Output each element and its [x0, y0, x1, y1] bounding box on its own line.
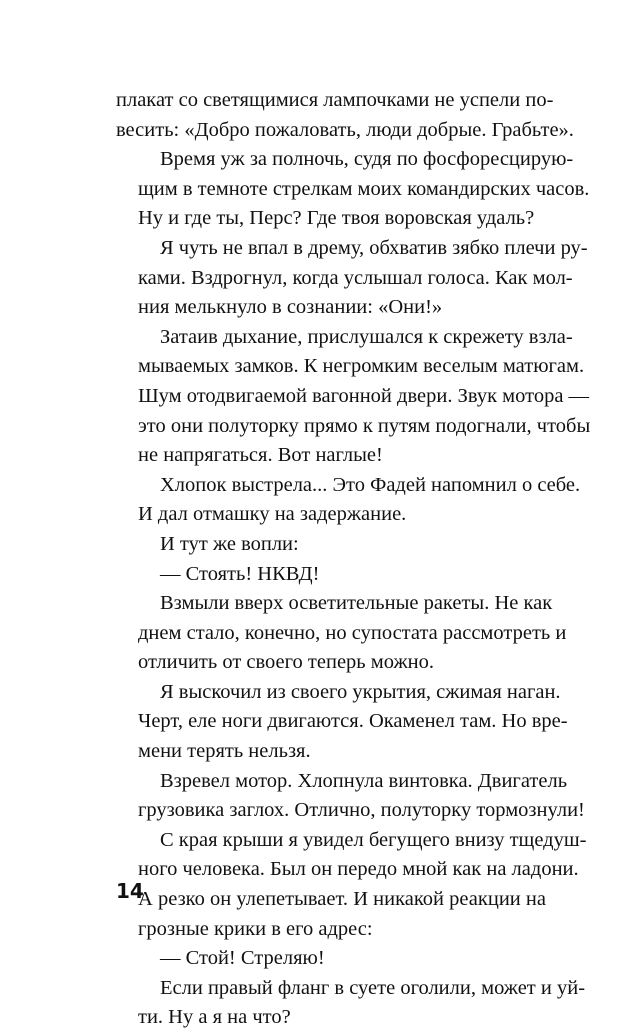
text-line: Я выскочил из своего укрытия, сжимая наган.	[160, 680, 561, 703]
paragraph	[116, 471, 581, 530]
paragraph	[116, 145, 590, 234]
text-line: С края крыши я увидел бегущего внизу тщедуш-	[160, 828, 587, 851]
text-line: И дал отмашку на задержание.	[138, 503, 407, 526]
text-line: — Стоять! НКВД!	[160, 562, 320, 585]
text-line: щим в темноте стрелкам моих командирских часов.	[138, 177, 590, 200]
text-line: — Стой! Стреляю!	[160, 947, 325, 970]
text-line: Ну и где ты, Перс? Где твоя воровская удаль?	[138, 207, 535, 230]
text-line: плакат со светящимися лампочками не успели по-	[116, 89, 554, 111]
text-line: не напрягаться. Вот наглые!	[138, 444, 383, 467]
text-line: ками. Вздрогнул, когда услышал голоса. Как мол-	[138, 266, 573, 289]
text-line: Время уж за полночь, судя по фосфоресцирую-	[160, 148, 574, 171]
paragraph	[116, 234, 588, 323]
paragraph	[116, 944, 546, 974]
paragraph	[116, 974, 586, 1033]
text-line: И тут же вопли:	[160, 532, 299, 555]
text-line: Я чуть не впал в дрему, обхватив зябко плечи ру-	[160, 236, 588, 259]
text-line: ного человека. Был он передо мной как на ладони.	[138, 858, 579, 881]
paragraph	[116, 678, 568, 767]
text-line: грозные крики в его адрес:	[138, 917, 373, 940]
paragraph	[116, 589, 567, 678]
paragraph	[116, 826, 587, 944]
text-line: Взмыли вверх осветительные ракеты. Не как	[160, 592, 553, 615]
text-line: Затаив дыхание, прислушался к скрежету взла-	[160, 325, 573, 348]
text-line: ния мелькнуло в сознании: «Они!»	[138, 296, 443, 319]
text-line: А резко он улепетывает. И никакой реакции на	[138, 888, 546, 911]
text-line: Хлопок выстрела... Это Фадей напомнил о себе.	[160, 473, 581, 496]
body-text	[116, 86, 591, 1033]
text-line: Взревел мотор. Хлопнула винтовка. Двигатель	[160, 769, 568, 792]
text-line: отличить от своего теперь можно.	[138, 651, 434, 674]
text-line: мываемых замков. К негромким веселым матюгам.	[138, 355, 585, 378]
text-line: мени терять нельзя.	[138, 740, 311, 763]
text-line: Черт, еле ноги двигаются. Окаменел там. Но вре-	[138, 710, 568, 733]
paragraph	[116, 767, 585, 826]
text-line: ти. Ну а я на что?	[138, 1006, 291, 1029]
text-line: грузовика заглох. Отлично, полуторку тормознули!	[138, 799, 585, 822]
text-line: Шум отодвигаемой вагонной двери. Звук мотора —	[138, 384, 590, 407]
page-number: 14	[116, 879, 144, 903]
paragraph	[116, 560, 546, 590]
text-line: Если правый фланг в суете оголили, может и уй-	[160, 976, 586, 999]
text-line: днем стало, конечно, но супостата рассмотреть и	[138, 621, 567, 644]
text-line: это они полуторку прямо к путям подогнали, чтобы	[138, 414, 591, 437]
paragraph	[116, 323, 591, 471]
text-line: весить: «Добро пожаловать, люди добрые. Грабьте».	[116, 118, 574, 141]
paragraph	[116, 530, 546, 560]
paragraph	[116, 86, 574, 145]
